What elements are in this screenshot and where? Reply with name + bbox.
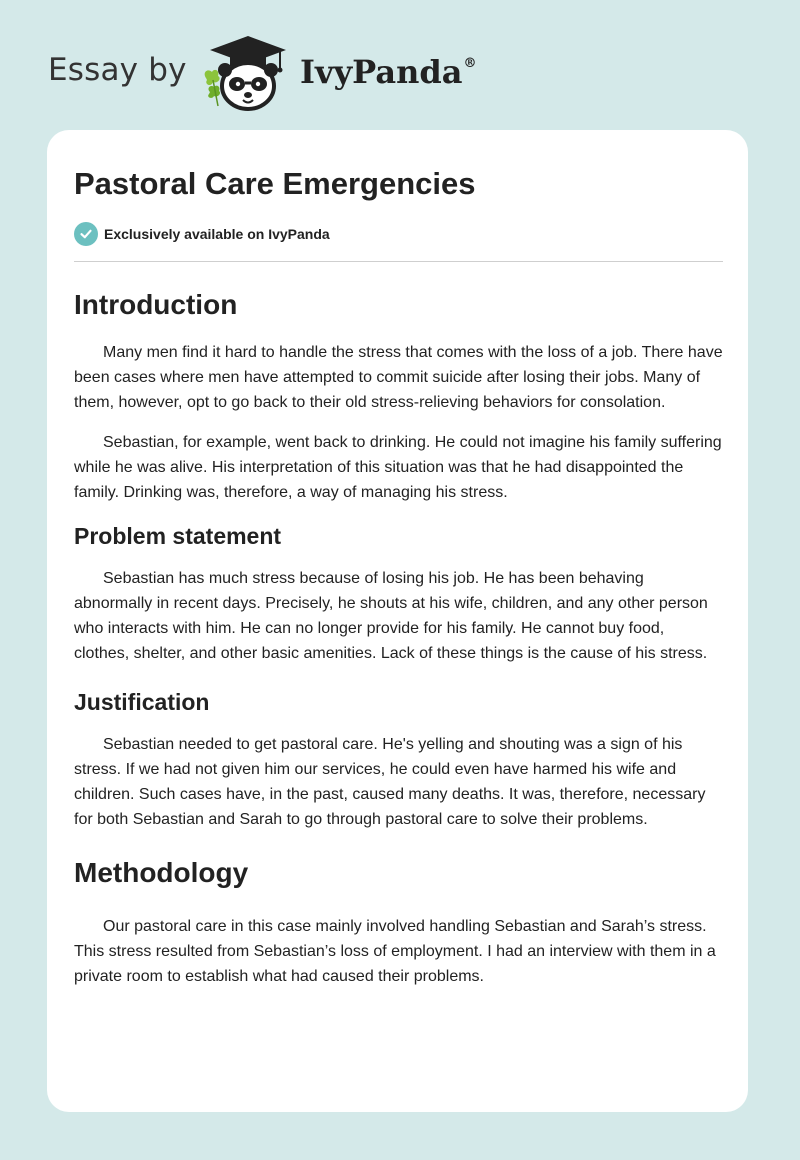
section-heading-problem-statement: Problem statement [74, 523, 282, 549]
ivypanda-logo-icon[interactable] [200, 34, 296, 114]
essay-body [74, 280, 723, 989]
paragraph-introduction-2: Sebastian, for example, went back to drinking. He could not imagine his family suffering while he was alive. His interpretation of this situation was that he had disappointed the family. Drinking was, therefore, a way of managing his stress. [74, 434, 722, 501]
paragraph-introduction-1: Many men find it hard to handle the stress that comes with the loss of a job. There have been cases where men have attempted to commit suicide after losing their jobs. Many of them, however, opt to go back to their old stress-relieving behaviors for consolation. [74, 344, 723, 411]
check-icon [74, 222, 98, 246]
section-heading-justification: Justification [74, 689, 210, 715]
essay-card [47, 130, 748, 1112]
section-heading-introduction: Introduction [74, 289, 238, 320]
page-title: Pastoral Care Emergencies [74, 166, 476, 201]
essay-by-label: Essay by [48, 52, 187, 88]
site-header [48, 34, 498, 114]
paragraph-problem-statement: Sebastian has much stress because of losing his job. He has been behaving abnormally in recent days. Precisely, he shouts at his wife, children, and any other person who interacts with him. He can no longer provide for his family. He cannot buy food, clothes, shelter, and other basic amenities. Lack of these things is the cause of his stress. [74, 570, 708, 662]
section-heading-methodology: Methodology [74, 857, 249, 888]
brand-text: IvyPanda [300, 53, 463, 91]
brand-name[interactable] [300, 53, 476, 91]
paragraph-justification: Sebastian needed to get pastoral care. He's yelling and shouting was a sign of his stress. If we had not given him our services, he could even have harmed his wife and children. Such cases have, in the past, caused many deaths. It was, therefore, necessary for both Sebastian and Sarah to go through pastoral care to solve their problems. [74, 736, 706, 828]
paragraph-methodology: Our pastoral care in this case mainly involved handling Sebastian and Sarah’s stress. This stress resulted from Sebastian’s loss of employment. I had an interview with them in a private room to establish what had caused their problems. [74, 918, 716, 985]
badge-text: Exclusively available on IvyPanda [104, 226, 330, 242]
exclusive-badge [74, 222, 330, 246]
registered-mark: ® [463, 56, 477, 71]
divider [74, 261, 723, 262]
